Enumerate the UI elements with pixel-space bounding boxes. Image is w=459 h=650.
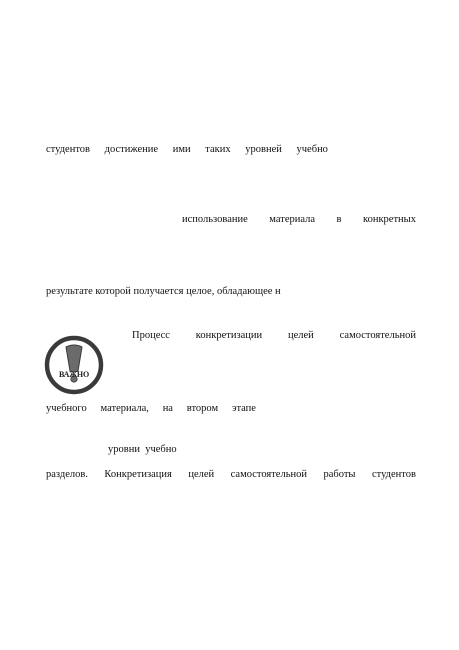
word: учебного: [46, 403, 87, 414]
badge-label: ВАЖНО: [59, 370, 89, 379]
word: на: [162, 403, 173, 414]
word: этапе: [231, 403, 256, 414]
word: ими: [172, 144, 191, 155]
word: работы: [323, 469, 356, 480]
important-badge: [42, 333, 106, 397]
text-line-3: результате которой получается целое, обладающее н: [46, 286, 281, 297]
word: студентов: [46, 144, 90, 155]
word: Конкретизация: [104, 469, 172, 480]
word: конкретизации: [195, 330, 263, 341]
word: материала: [269, 214, 316, 225]
word: материала,: [100, 403, 149, 414]
exclamation-icon: [42, 333, 106, 397]
word: учебно: [296, 144, 328, 155]
word: таких: [205, 144, 231, 155]
text-line-6: уровни учебно: [108, 444, 177, 455]
word: уровней: [245, 144, 282, 155]
word: разделов.: [46, 469, 88, 480]
word: достижение: [104, 144, 159, 155]
word: целей: [188, 469, 215, 480]
word: использование: [182, 214, 248, 225]
text-line-7: [46, 468, 416, 482]
text-line-2: [182, 213, 416, 227]
word: конкретных: [363, 214, 416, 225]
word: самостоятельной: [230, 469, 307, 480]
word: втором: [186, 403, 219, 414]
word: студентов: [371, 469, 416, 480]
text-line-4: [132, 329, 416, 343]
text-line-5: [46, 402, 256, 416]
word: целей: [287, 330, 314, 341]
text-line-1: [46, 143, 328, 157]
word: в: [336, 214, 342, 225]
word: Процесс: [132, 330, 170, 341]
word: самостоятельной: [339, 330, 416, 341]
